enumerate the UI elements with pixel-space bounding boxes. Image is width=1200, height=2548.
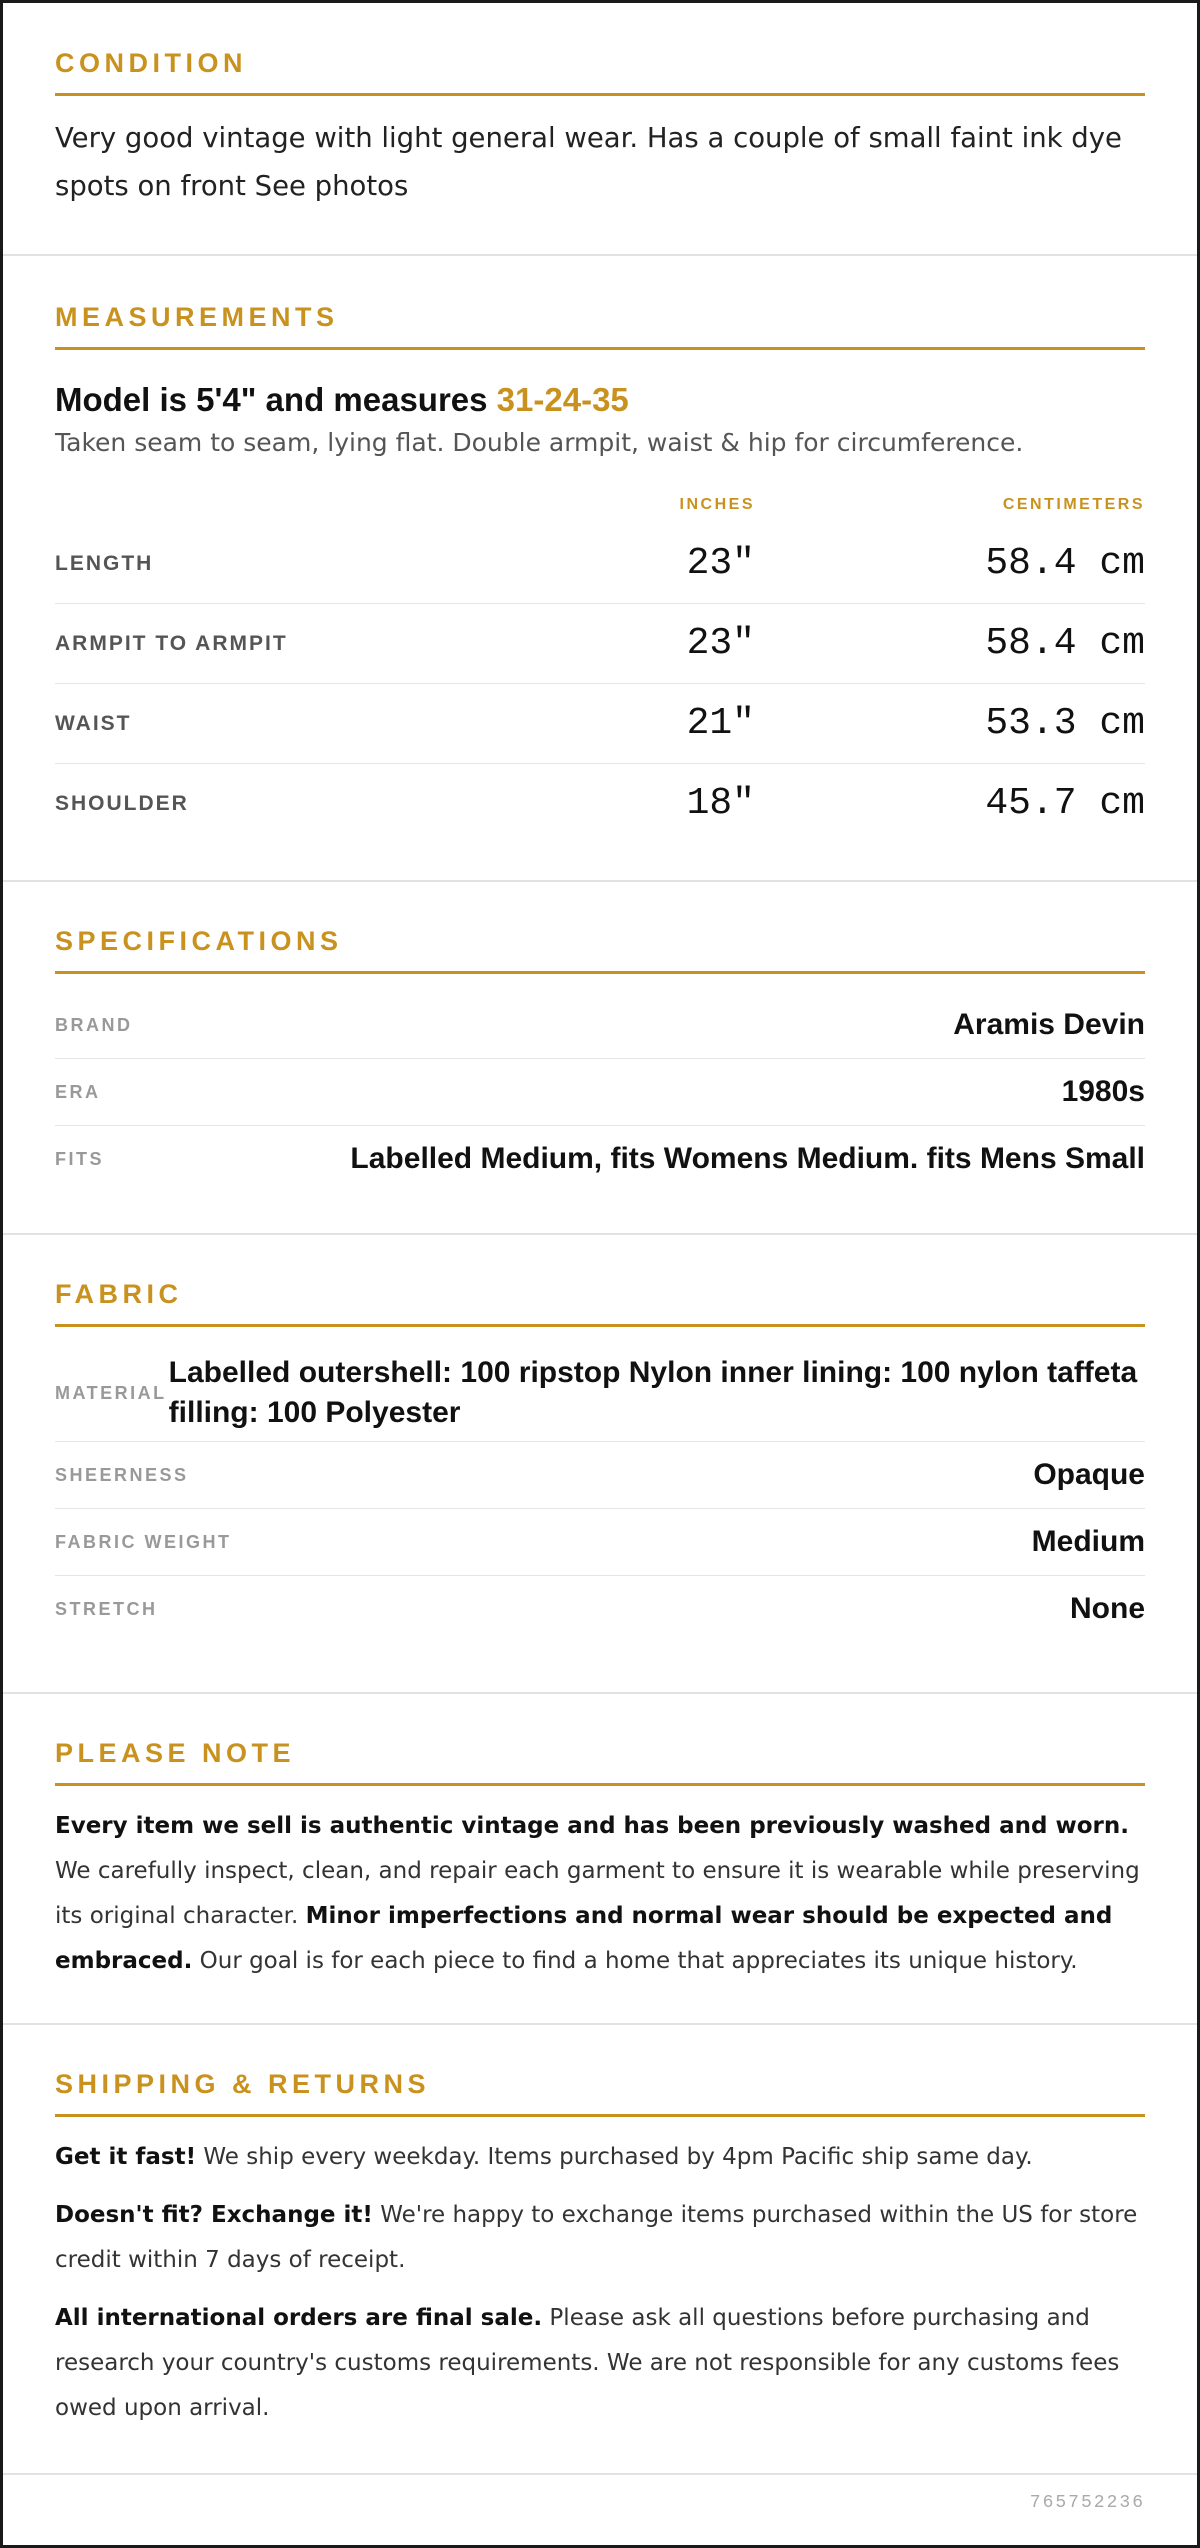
fabric-section xyxy=(3,1235,1197,1694)
model-measurement-values: 31-24-35 xyxy=(496,381,629,418)
table-row xyxy=(55,1576,1145,1642)
measurement-label: LENGTH xyxy=(55,551,154,575)
measurement-label: ARMPIT TO ARMPIT xyxy=(55,631,288,655)
spec-label: FITS xyxy=(55,1148,104,1169)
condition-section xyxy=(3,3,1197,256)
specifications-table xyxy=(55,992,1145,1192)
centimeters-column-header: CENTIMETERS xyxy=(1002,496,1145,513)
measurements-table xyxy=(55,486,1145,843)
spec-label: ERA xyxy=(55,1081,101,1102)
measurements-table-header xyxy=(55,486,1145,524)
shipping-p3-bold: All international orders are final sale. xyxy=(55,2305,543,2331)
table-row xyxy=(55,684,1145,764)
shipping-p2-bold: Doesn't fit? Exchange it! xyxy=(55,2202,373,2228)
fabric-table xyxy=(55,1345,1145,1642)
measurement-label: WAIST xyxy=(55,711,132,735)
measurements-section xyxy=(3,256,1197,882)
shipping-p1-text: We ship every weekday. Items purchased by 4pm Pacific ship same day. xyxy=(196,2144,1033,2170)
please-note-text xyxy=(55,1804,1145,1984)
note-text-2: Our goal is for each piece to find a home that appreciates its unique history. xyxy=(192,1948,1078,1974)
please-note-section xyxy=(3,1694,1197,2025)
fabric-label: STRETCH xyxy=(55,1598,158,1619)
note-bold-2: Minor imperfections and normal wear should be expected and embraced. xyxy=(55,1903,1113,1974)
note-bold-1: Every item we sell is authentic vintage and has been previously washed and worn. xyxy=(55,1813,1129,1839)
table-row xyxy=(55,1442,1145,1509)
measurement-inches: 23" xyxy=(686,542,755,585)
exchange-paragraph xyxy=(55,2193,1145,2283)
fabric-heading: FABRIC xyxy=(55,1279,1145,1327)
table-row xyxy=(55,764,1145,843)
item-id: 765752236 xyxy=(1029,2493,1145,2513)
shipping-returns-section xyxy=(3,2025,1197,2475)
model-measurements-line xyxy=(55,380,1145,420)
fabric-value: Opaque xyxy=(1033,1458,1145,1491)
table-row xyxy=(55,604,1145,684)
shipping-p1-bold: Get it fast! xyxy=(55,2144,197,2170)
inches-column-header: INCHES xyxy=(679,496,755,513)
model-prefix: Model is 5'4" and measures xyxy=(55,381,497,418)
fabric-label: MATERIAL xyxy=(55,1382,167,1403)
note-text-1: We carefully inspect, clean, and repair each garment to ensure it is wearable while preserving its original character. xyxy=(55,1858,1140,1929)
measurement-inches: 23" xyxy=(686,622,755,665)
fabric-value: Medium xyxy=(1031,1525,1145,1558)
table-row xyxy=(55,524,1145,604)
international-paragraph xyxy=(55,2296,1145,2431)
fabric-label: FABRIC WEIGHT xyxy=(55,1531,232,1552)
measurement-centimeters: 53.3 cm xyxy=(985,702,1145,745)
table-row xyxy=(55,1059,1145,1126)
measurement-inches: 21" xyxy=(686,702,755,745)
measurements-heading: MEASUREMENTS xyxy=(55,302,1145,350)
specifications-section xyxy=(3,882,1197,1235)
fabric-label: SHEERNESS xyxy=(55,1464,189,1485)
measurement-inches: 18" xyxy=(686,782,755,825)
measurement-label: SHOULDER xyxy=(55,791,189,815)
table-row xyxy=(55,1345,1145,1442)
fabric-value: Labelled outershell: 100 ripstop Nylon inner lining: 100 nylon taffeta filling: 100 Polyester xyxy=(168,1356,1138,1429)
measurement-centimeters: 45.7 cm xyxy=(985,782,1145,825)
measurement-centimeters: 58.4 cm xyxy=(985,622,1145,665)
measurement-note: Taken seam to seam, lying flat. Double armpit, waist & hip for circumference. xyxy=(55,428,1024,457)
specifications-heading: SPECIFICATIONS xyxy=(55,926,1145,974)
condition-heading: CONDITION xyxy=(55,48,1145,96)
please-note-heading: PLEASE NOTE xyxy=(55,1738,1145,1786)
shipping-p3-text: Please ask all questions before purchasing and research your country's customs requirements. We are not responsible for any customs fees owed upon arrival. xyxy=(55,2305,1120,2421)
spec-label: BRAND xyxy=(55,1014,133,1035)
table-row xyxy=(55,992,1145,1059)
table-row xyxy=(55,1509,1145,1576)
shipping-fast-paragraph xyxy=(55,2135,1145,2180)
spec-value: Labelled Medium, fits Womens Medium. fits Mens Small xyxy=(350,1142,1145,1175)
shipping-p2-text: We're happy to exchange items purchased within the US for store credit within 7 days of receipt. xyxy=(55,2202,1138,2273)
table-row xyxy=(55,1126,1145,1192)
spec-value: Aramis Devin xyxy=(953,1008,1145,1041)
measurement-centimeters: 58.4 cm xyxy=(985,542,1145,585)
spec-value: 1980s xyxy=(1061,1075,1145,1108)
shipping-returns-heading: SHIPPING & RETURNS xyxy=(55,2069,1145,2117)
fabric-value: None xyxy=(1070,1592,1145,1625)
condition-text: Very good vintage with light general wear. Has a couple of small faint ink dye spots on front See photos xyxy=(55,122,1122,202)
